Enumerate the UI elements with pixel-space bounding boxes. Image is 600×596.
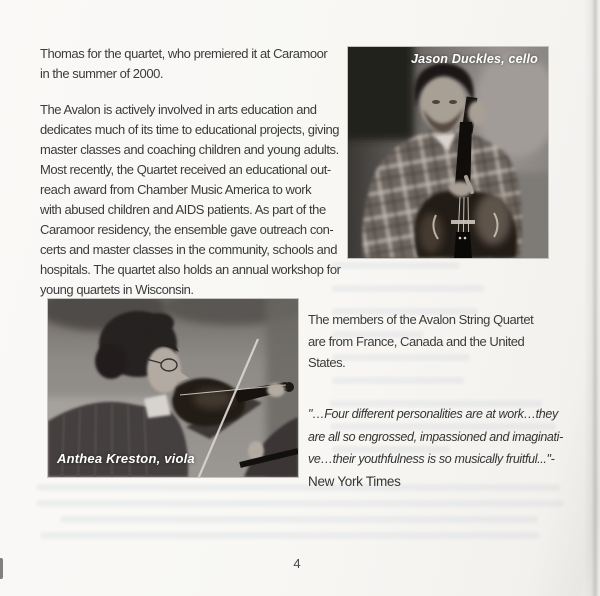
review-quote — [308, 403, 563, 493]
text-line: are from France, Canada and the United — [308, 333, 525, 349]
scan-edge-artifact — [0, 558, 3, 579]
text-line: with abused children and AIDS patients. As part of the — [40, 202, 326, 217]
text-line: States. — [308, 355, 346, 370]
text-line: Caramoor residency, the ensemble gave outreach con- — [40, 222, 334, 237]
page-number: 4 — [293, 556, 301, 571]
text-line: certs and master classes in the community, schools and — [40, 242, 337, 257]
text-line: master classes and coaching children and young adults. — [40, 142, 339, 157]
quote-attribution: New York Times — [308, 473, 401, 489]
text-line: in the summer of 2000. — [40, 66, 164, 81]
text-line: Thomas for the quartet, who premiered it at Caramoor — [40, 46, 328, 61]
photo-jason-duckles — [348, 47, 548, 258]
photo-caption-viola: Anthea Kreston, viola — [57, 451, 195, 466]
text-line: Most recently, the Quartet received an educational out- — [40, 162, 331, 177]
text-line: ve…their youthfulness is so musically fruitful..."- — [308, 452, 555, 466]
text-line: dedicates much of its time to educational projects, giving — [40, 122, 340, 137]
text-line: reach award from Chamber Music America to work — [40, 182, 312, 197]
text-line: are all so engrossed, impassioned and imaginati- — [308, 429, 563, 444]
text-line: "…Four different personalities are at work…they — [308, 407, 558, 421]
page-right-edge-shadow — [584, 0, 600, 596]
members-paragraph — [308, 309, 533, 374]
text-line: The Avalon is actively involved in arts education and — [40, 102, 317, 117]
photo-caption-cello: Jason Duckles, cello — [411, 52, 538, 66]
intro-paragraph — [40, 44, 327, 84]
photo-anthea-kreston — [48, 299, 298, 477]
text-line: hospitals. The quartet also holds an annual workshop for — [40, 262, 341, 277]
text-line: The members of the Avalon String Quartet — [308, 312, 534, 327]
cello-photo-illustration — [348, 47, 548, 258]
quote-text — [308, 403, 563, 471]
education-paragraph — [40, 100, 341, 300]
text-line: young quartets in Wisconsin. — [40, 282, 194, 297]
